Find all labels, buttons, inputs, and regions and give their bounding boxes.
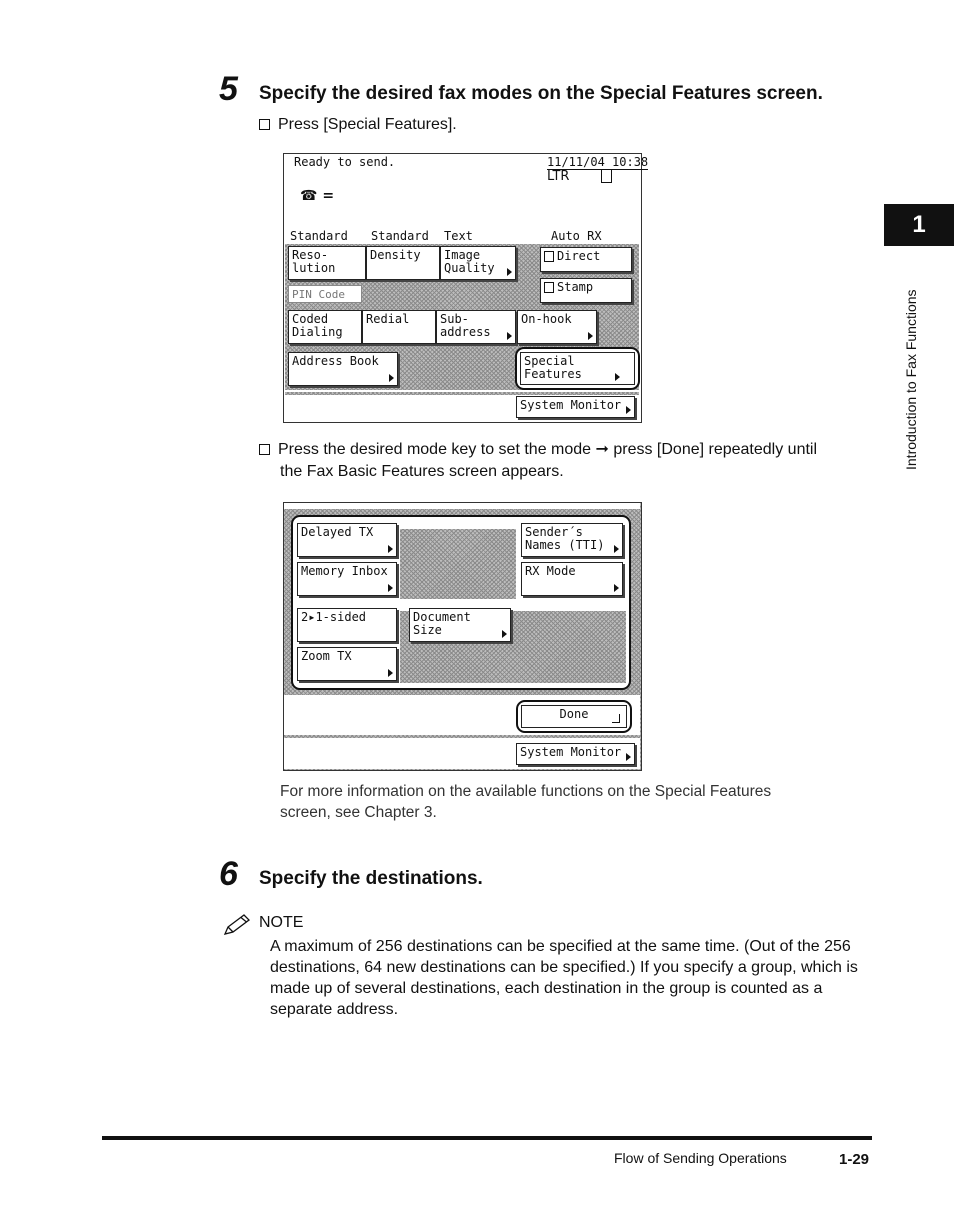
- density-button[interactable]: Density: [366, 246, 440, 280]
- density-setting: Standard: [371, 229, 429, 243]
- step-5-number: 5: [219, 70, 238, 108]
- arrow-right-icon: [389, 374, 394, 382]
- step-5-bullet-2: [259, 439, 817, 461]
- stamp-button[interactable]: Stamp: [540, 278, 632, 303]
- arrow-right-icon: [615, 373, 620, 381]
- screen-top-strip: [284, 503, 640, 509]
- rx-mode-button[interactable]: RX Mode: [521, 562, 623, 596]
- bullet-1-text: Press [Special Features].: [278, 116, 457, 133]
- checkbox-bullet-icon: [259, 119, 270, 130]
- image-quality-setting: Text: [444, 229, 473, 243]
- resolution-button[interactable]: Reso- lution: [288, 246, 366, 280]
- footer-rule: [102, 1136, 872, 1140]
- on-hook-button[interactable]: On-hook: [517, 310, 597, 344]
- note-line-3: made up of several destinations, each destination in the group is counted as a: [270, 980, 823, 997]
- bottom-bar-background: [285, 392, 639, 395]
- arrow-right-icon: [388, 584, 393, 592]
- address-book-button[interactable]: Address Book: [288, 352, 398, 386]
- step-6-number: 6: [219, 855, 238, 893]
- document-size-button[interactable]: Document Size: [409, 608, 511, 642]
- pin-code-button[interactable]: PIN Code: [288, 285, 362, 303]
- arrow-right-icon: [507, 268, 512, 276]
- note-line-2: destinations, 64 new destinations can be specified.) If you specify a group, which is: [270, 959, 858, 976]
- telephone-icon: ☎ =: [300, 188, 335, 204]
- arrow-right-icon: [507, 332, 512, 340]
- footer-section-title: Flow of Sending Operations: [614, 1150, 787, 1166]
- image-quality-button[interactable]: Image Quality: [440, 246, 516, 280]
- status-message: Ready to send.: [294, 155, 396, 169]
- step-5-bullet-1: [259, 114, 457, 136]
- special-features-button[interactable]: Special Features: [520, 352, 635, 385]
- return-arrow-icon: [612, 714, 620, 723]
- checkbox-icon: [544, 282, 554, 293]
- senders-names-button[interactable]: Sender´s Names (TTI): [521, 523, 623, 557]
- note-label: NOTE: [259, 914, 304, 931]
- chapter-title-vertical: Introduction to Fax Functions: [903, 289, 919, 470]
- chapter-tab: [884, 204, 954, 246]
- note-line-1: A maximum of 256 destinations can be specified at the same time. (Out of the 256: [270, 938, 851, 955]
- info-text-line-2: screen, see Chapter 3.: [280, 804, 437, 821]
- system-monitor-button[interactable]: System Monitor: [516, 396, 635, 418]
- arrow-right-icon: [626, 753, 631, 761]
- step-5-title: Specify the desired fax modes on the Special Features screen.: [259, 83, 823, 104]
- zoom-tx-button[interactable]: Zoom TX: [297, 647, 397, 681]
- delayed-tx-button[interactable]: Delayed TX: [297, 523, 397, 557]
- footer-page-number: 1-29: [839, 1151, 870, 1168]
- subaddress-button[interactable]: Sub- address: [436, 310, 516, 344]
- special-features-screen: [283, 502, 642, 771]
- checkbox-bullet-icon: [259, 444, 270, 455]
- resolution-setting: Standard: [290, 229, 348, 243]
- memory-inbox-button[interactable]: Memory Inbox: [297, 562, 397, 596]
- date-time: 11/11/04 10:38: [547, 155, 649, 169]
- arrow-right-icon: [626, 406, 631, 414]
- redial-button[interactable]: Redial: [362, 310, 436, 344]
- direct-button[interactable]: Direct: [540, 247, 632, 272]
- chapter-number: 1: [912, 211, 926, 238]
- arrow-right-icon: [614, 584, 619, 592]
- system-monitor-button[interactable]: System Monitor: [516, 743, 635, 765]
- info-text-line-1: For more information on the available functions on the Special Features: [280, 783, 772, 800]
- step-6-title: Specify the destinations.: [259, 868, 483, 889]
- done-button[interactable]: Done: [521, 705, 627, 728]
- step-5-bullet-2-continuation: the Fax Basic Features screen appears.: [280, 463, 564, 480]
- group-hatch-upper: [400, 529, 516, 599]
- bullet-2-text-line-1: Press the desired mode key to set the mode ➞ press [Done] repeatedly until: [278, 441, 818, 458]
- checkbox-icon: [544, 251, 554, 262]
- arrow-right-icon: [614, 545, 619, 553]
- arrow-right-icon: [588, 332, 593, 340]
- fax-basic-features-screen: [283, 153, 649, 423]
- coded-dialing-button[interactable]: Coded Dialing: [288, 310, 362, 344]
- arrow-right-icon: [388, 669, 393, 677]
- arrow-right-icon: [502, 630, 507, 638]
- arrow-right-icon: [388, 545, 393, 553]
- note-line-4: separate address.: [270, 1001, 399, 1018]
- two-to-one-sided-button[interactable]: 2▸1-sided: [297, 608, 397, 642]
- rx-mode-setting: Auto RX: [551, 229, 602, 243]
- paper-size: LTR: [547, 169, 570, 184]
- pencil-icon: [222, 913, 252, 937]
- paper-orientation-icon: [601, 169, 612, 183]
